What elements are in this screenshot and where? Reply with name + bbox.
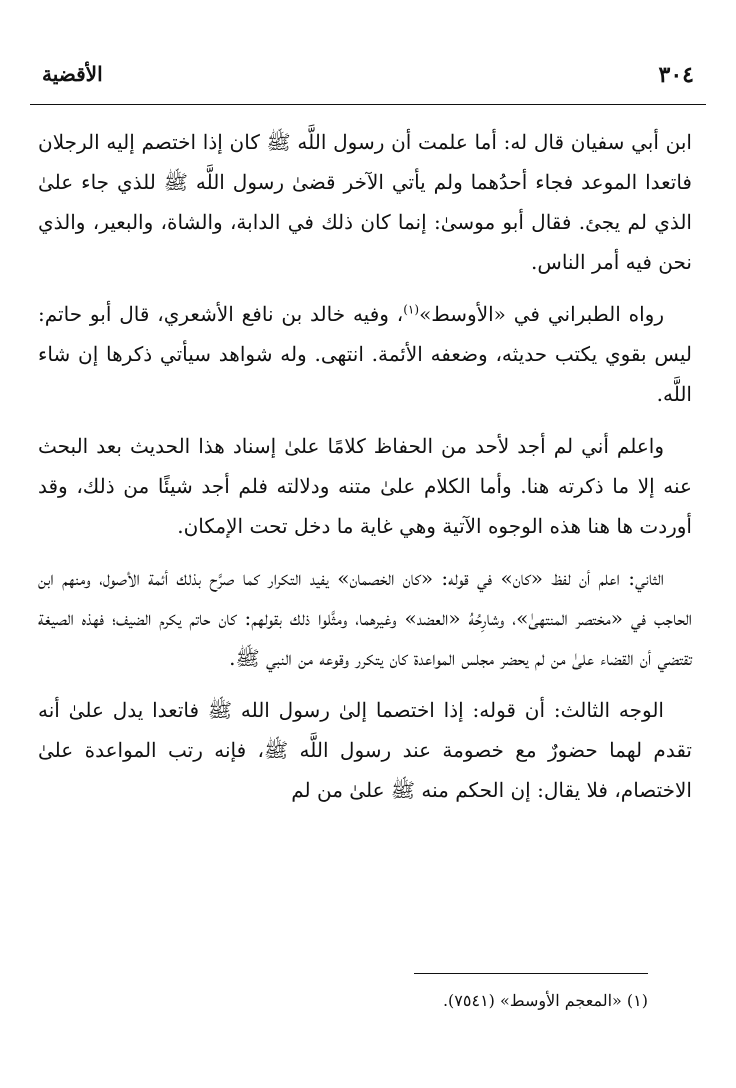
paragraph-2-text-start: رواه الطبراني في «الأوسط» xyxy=(419,302,664,326)
paragraph-5: الوجه الثالث: أن قوله: إذا اختصما إلىٰ رسول الله ﷺ فاتعدا يدل علىٰ أنه تقدم لهما حضورٌ مع خصومة عند رسول اللَّه ﷺ، فإنه رتب المواعدة علىٰ الاختصام، فلا يقال: إن الحكم منه ﷺ علىٰ من لم xyxy=(38,698,692,802)
footnote-reference[interactable]: (١) xyxy=(403,302,420,317)
paragraph-1: ابن أبي سفيان قال له: أما علمت أن رسول اللَّه ﷺ كان إذا اختصم إليه الرجلان فاتعدا الموعد فجاء أحدُهما ولم يأتي الآخر قضىٰ رسول اللَّه ﷺ للذي جاء علىٰ الذي لم يجئ. فقال أبو موسىٰ: إنما كان ذلك في الدابة، والشاة، والبعير، والذي نحن فيه أمر الناس. xyxy=(38,130,692,274)
page-header xyxy=(30,62,706,92)
running-title: الأقضية xyxy=(42,62,103,86)
footnote: (١) «المعجم الأوسط» (٧٥٤١). xyxy=(442,991,648,1010)
paragraph-2-text-end: ، وفيه خالد بن نافع الأشعري، قال أبو حاتم: ليس بقوي يكتب حديثه، وضعفه الأئمة. انتهى. وله شواهد سيأتي ذكرها إن شاء اللَّه. xyxy=(38,302,692,406)
footnote-divider xyxy=(414,973,648,974)
paragraph-3: واعلم أني لم أجد لأحد من الحفاظ كلامًا علىٰ إسناد هذا الحديث بعد البحث عنه إلا ما ذكرته هنا. وأما الكلام علىٰ متنه ودلالته فلم أجد شيئًا من ذلك، وقد أوردت ها هنا هذه الوجوه الآتية وهي غاية ما دخل تحت الإمكان. xyxy=(38,434,692,538)
header-divider xyxy=(30,104,706,105)
main-text xyxy=(38,122,692,822)
paragraph-2 xyxy=(38,294,692,414)
paragraph-4: الثاني: اعلم أن لفظ «كان» في قوله: «كان الخصمان» يفيد التكرار كما صرَّح بذلك أئمة الأصول، ومنهم ابن الحاجب في «مختصر المنتهىٰ»، وشارِحُهُ «العضد» وغيرهما، ومثَّلوا ذلك بقولهم: كان حاتم يكرم الضيف؛ فهذه الصيغة تقتضي أن القضاء علىٰ من لم يحضر مجلس المواعدة كان يتكرر وقوعه من النبي ﷺ. xyxy=(38,566,692,670)
page-number: ٣٠٤ xyxy=(658,62,694,88)
